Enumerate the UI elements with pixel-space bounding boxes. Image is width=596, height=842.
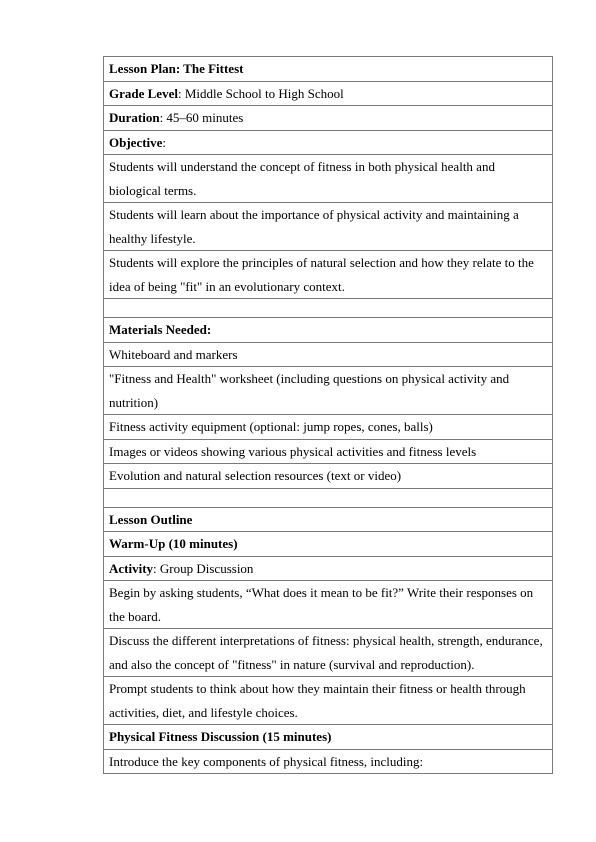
warmup-step: Discuss the different interpretations of fitness: physical health, strength, endurance, and also the concept of "fitness" in nature (survival and reproduction). [104,629,553,677]
table-row [104,556,553,581]
table-row [104,251,553,299]
duration-cell [104,106,553,131]
grade-level-label: Grade Level [109,85,178,101]
table-row [104,130,553,155]
table-row [104,155,553,203]
table-row [104,507,553,532]
table-row [104,488,553,507]
table-row [104,629,553,677]
material-item: Whiteboard and markers [104,342,553,367]
table-row [104,106,553,131]
warmup-step: Begin by asking students, “What does it mean to be fit?” Write their responses on the board. [104,581,553,629]
table-row [104,749,553,774]
lesson-title: Lesson Plan: The Fittest [104,57,553,82]
lesson-outline-heading: Lesson Outline [104,507,553,532]
duration-value: : 45–60 minutes [159,110,244,125]
objective-item: Students will explore the principles of natural selection and how they relate to the idea of being "fit" in an evolutionary context. [104,251,553,299]
table-row [104,677,553,725]
objective-cell [104,130,553,155]
empty-spacer-row [104,299,553,318]
material-item: "Fitness and Health" worksheet (including questions on physical activity and nutrition) [104,367,553,415]
activity-value: : Group Discussion [153,560,254,576]
warmup-step: Prompt students to think about how they maintain their fitness or health through activities, diet, and lifestyle choices. [104,677,553,725]
physical-fitness-heading: Physical Fitness Discussion (15 minutes) [104,725,553,750]
table-row [104,57,553,82]
objective-colon: : [162,134,167,150]
grade-level-cell [104,81,553,106]
table-row [104,342,553,367]
table-row [104,203,553,251]
physical-fitness-intro: Introduce the key components of physical fitness, including: [104,749,553,774]
empty-spacer-row [104,488,553,507]
warmup-heading: Warm-Up (10 minutes) [104,532,553,557]
material-item: Fitness activity equipment (optional: jump ropes, cones, balls) [104,415,553,440]
objective-item: Students will learn about the importance of physical activity and maintaining a healthy lifestyle. [104,203,553,251]
grade-level-value: : Middle School to High School [177,85,344,101]
table-row [104,299,553,318]
lesson-plan-table [103,56,553,774]
table-row [104,367,553,415]
activity-label: Activity [109,560,154,576]
objective-item: Students will understand the concept of fitness in both physical health and biological terms. [104,155,553,203]
table-row [104,464,553,489]
table-row [104,532,553,557]
materials-heading: Materials Needed: [104,318,553,343]
duration-label: Duration [109,110,160,125]
table-row [104,581,553,629]
table-row [104,81,553,106]
material-item: Images or videos showing various physical activities and fitness levels [104,439,553,464]
activity-cell [104,556,553,581]
objective-label: Objective [109,134,163,150]
table-row [104,725,553,750]
material-item: Evolution and natural selection resources (text or video) [104,464,553,489]
table-row [104,318,553,343]
table-row [104,439,553,464]
table-row [104,415,553,440]
